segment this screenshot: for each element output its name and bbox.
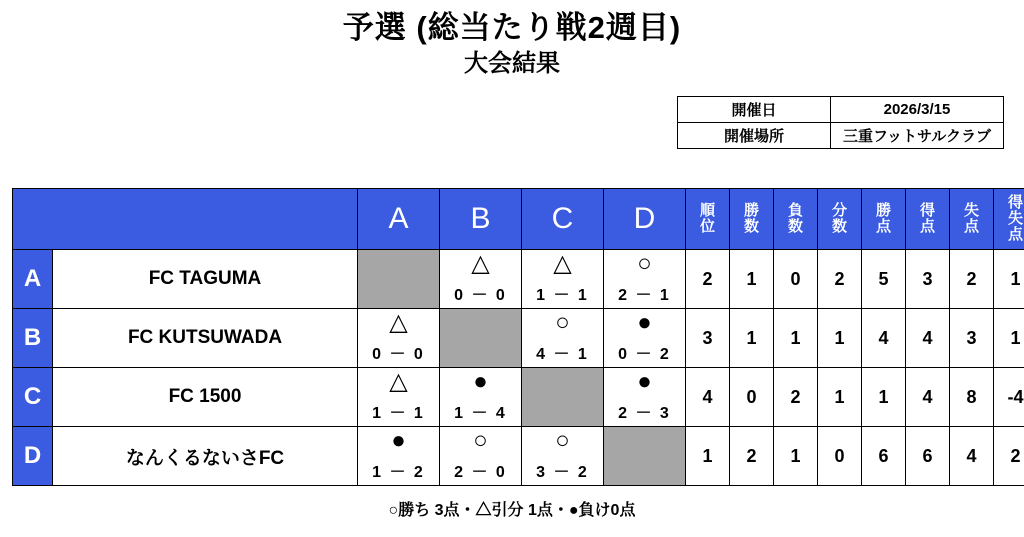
event-venue-value: 三重フットサルクラブ: [831, 123, 1004, 149]
stat-wins-d: 2: [730, 427, 774, 486]
result-score: 2 － 0: [440, 464, 521, 482]
header-goals-for-line-1: 得: [906, 203, 949, 219]
result-score: 0 － 2: [604, 346, 685, 364]
stat-losses-b: 1: [774, 309, 818, 368]
scoring-legend: ○勝ち 3点・△引分 1点・●負け0点: [0, 497, 1024, 520]
result-score: 0 － 0: [440, 287, 521, 305]
result-mark: △: [440, 251, 521, 279]
match-cell-b-d: [604, 309, 686, 368]
stat-goal-diff-a: 1: [994, 250, 1024, 309]
result-score: 2 － 3: [604, 405, 685, 423]
header-goals-against-line-2: 点: [950, 219, 993, 235]
match-cell-b-b: [440, 309, 522, 368]
stat-points-d: 6: [862, 427, 906, 486]
match-cell-a-c: [522, 250, 604, 309]
match-cell-b-a: [358, 309, 440, 368]
stat-goals-against-d: 4: [950, 427, 994, 486]
stat-draws-d: 0: [818, 427, 862, 486]
result-score: 2 － 1: [604, 287, 685, 305]
team-name-d: なんくるないさFC: [53, 427, 358, 486]
header-opponent-d: D: [604, 189, 686, 250]
header-goals-against-line-1: 失: [950, 203, 993, 219]
result-mark: ○: [522, 428, 603, 456]
stat-losses-d: 1: [774, 427, 818, 486]
stat-draws-c: 1: [818, 368, 862, 427]
stat-rank-c: 4: [686, 368, 730, 427]
header-wins: [730, 189, 774, 250]
header-wins-line-2: 数: [730, 219, 773, 235]
header-rank-line-1: 順: [686, 203, 729, 219]
stat-wins-b: 1: [730, 309, 774, 368]
match-cell-a-b: [440, 250, 522, 309]
match-cell-c-b: [440, 368, 522, 427]
header-draws-line-2: 数: [818, 219, 861, 235]
table-row: [13, 250, 1024, 309]
header-goal-diff-line-2: 失: [994, 211, 1024, 227]
result-score: 1 － 1: [358, 405, 439, 423]
event-date-value: 2026/3/15: [831, 97, 1004, 123]
row-letter-a: A: [13, 250, 53, 309]
table-row: [13, 309, 1024, 368]
match-cell-d-a: [358, 427, 440, 486]
match-cell-a-d: [604, 250, 686, 309]
row-letter-d: D: [13, 427, 53, 486]
result-score: 1 － 2: [358, 464, 439, 482]
result-score: 3 － 2: [522, 464, 603, 482]
stat-losses-a: 0: [774, 250, 818, 309]
result-mark: △: [358, 369, 439, 397]
match-cell-c-c: [522, 368, 604, 427]
stat-points-b: 4: [862, 309, 906, 368]
header-goals-against: [950, 189, 994, 250]
table-row: [13, 427, 1024, 486]
result-mark: ●: [604, 369, 685, 397]
match-cell-d-c: [522, 427, 604, 486]
result-mark: ○: [522, 310, 603, 338]
stat-rank-a: 2: [686, 250, 730, 309]
stat-rank-d: 1: [686, 427, 730, 486]
header-goals-for-line-2: 点: [906, 219, 949, 235]
event-venue-label: 開催場所: [678, 123, 831, 149]
row-letter-b: B: [13, 309, 53, 368]
event-venue-row: [678, 123, 1004, 149]
stat-goals-against-a: 2: [950, 250, 994, 309]
stat-goals-against-c: 8: [950, 368, 994, 427]
page-subtitle: 大会結果: [0, 50, 1024, 78]
stat-losses-c: 2: [774, 368, 818, 427]
stat-goal-diff-c: -4: [994, 368, 1024, 427]
stat-goals-for-c: 4: [906, 368, 950, 427]
stat-goals-against-b: 3: [950, 309, 994, 368]
header-opponent-c: C: [522, 189, 604, 250]
league-table-wrapper: [12, 188, 1012, 486]
table-row: [13, 368, 1024, 427]
result-mark: ●: [604, 310, 685, 338]
stat-points-a: 5: [862, 250, 906, 309]
header-wins-line-1: 勝: [730, 203, 773, 219]
stat-goals-for-b: 4: [906, 309, 950, 368]
stat-goals-for-a: 3: [906, 250, 950, 309]
stat-draws-b: 1: [818, 309, 862, 368]
result-mark: ○: [440, 428, 521, 456]
event-date-label: 開催日: [678, 97, 831, 123]
stat-wins-c: 0: [730, 368, 774, 427]
table-header-row: [13, 189, 1024, 250]
header-points: [862, 189, 906, 250]
row-letter-c: C: [13, 368, 53, 427]
match-cell-d-b: [440, 427, 522, 486]
stat-goal-diff-d: 2: [994, 427, 1024, 486]
header-rank: [686, 189, 730, 250]
league-table: [12, 188, 1024, 486]
stat-goal-diff-b: 1: [994, 309, 1024, 368]
stat-wins-a: 1: [730, 250, 774, 309]
match-cell-d-d: [604, 427, 686, 486]
result-score: 1 － 4: [440, 405, 521, 423]
team-name-b: FC KUTSUWADA: [53, 309, 358, 368]
match-cell-b-c: [522, 309, 604, 368]
header-goal-diff: [994, 189, 1024, 250]
header-losses-line-2: 数: [774, 219, 817, 235]
result-mark: △: [358, 310, 439, 338]
header-losses: [774, 189, 818, 250]
result-mark: ●: [358, 428, 439, 456]
header-goal-diff-line-1: 得: [994, 195, 1024, 211]
header-rank-line-2: 位: [686, 219, 729, 235]
tournament-result-page: [0, 10, 1024, 537]
header-team-column: [13, 189, 358, 250]
result-score: 4 － 1: [522, 346, 603, 364]
stat-rank-b: 3: [686, 309, 730, 368]
result-mark: △: [522, 251, 603, 279]
match-cell-c-a: [358, 368, 440, 427]
team-name-a: FC TAGUMA: [53, 250, 358, 309]
header-points-line-1: 勝: [862, 203, 905, 219]
header-losses-line-1: 負: [774, 203, 817, 219]
team-name-c: FC 1500: [53, 368, 358, 427]
match-cell-a-a: [358, 250, 440, 309]
header-opponent-a: A: [358, 189, 440, 250]
match-cell-c-d: [604, 368, 686, 427]
stat-goals-for-d: 6: [906, 427, 950, 486]
event-date-row: [678, 97, 1004, 123]
page-title: 予選 (総当たり戦2週目): [0, 10, 1024, 46]
stat-points-c: 1: [862, 368, 906, 427]
event-info-table: [677, 96, 1004, 149]
header-opponent-b: B: [440, 189, 522, 250]
header-goals-for: [906, 189, 950, 250]
header-draws: [818, 189, 862, 250]
result-score: 0 － 0: [358, 346, 439, 364]
stat-draws-a: 2: [818, 250, 862, 309]
header-draws-line-1: 分: [818, 203, 861, 219]
header-points-line-2: 点: [862, 219, 905, 235]
result-mark: ●: [440, 369, 521, 397]
result-mark: ○: [604, 251, 685, 279]
header-goal-diff-line-3: 点: [994, 227, 1024, 243]
result-score: 1 － 1: [522, 287, 603, 305]
